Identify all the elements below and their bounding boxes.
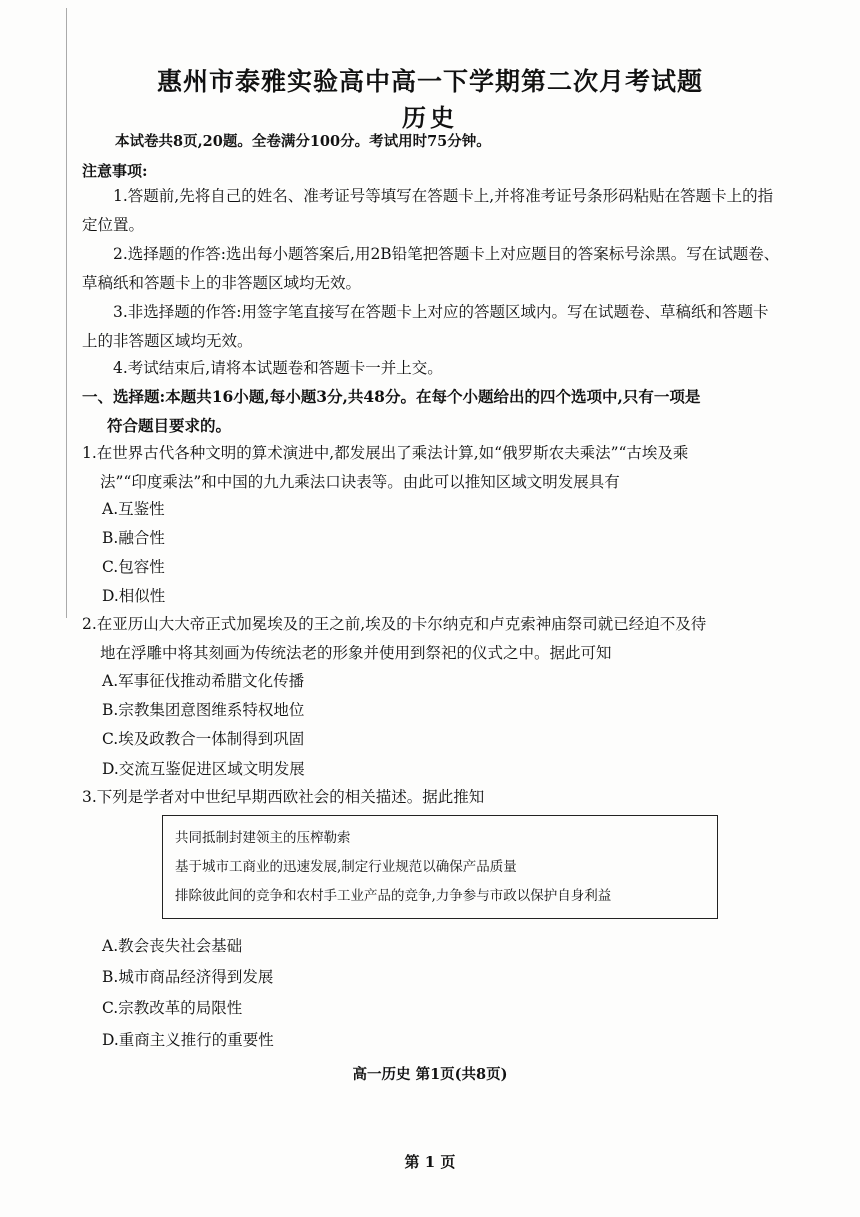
note-item-1: 1.答题前,先将自己的姓名、准考证号等填写在答题卡上,并将准考证号条形码粘贴在答题卡上的指定位置。	[82, 187, 774, 234]
question-1-option-a: A.互鉴性	[102, 500, 165, 518]
note-item-2: 2.选择题的作答:选出每小题答案后,用2B铅笔把答题卡上对应题目的答案标号涂黑。写在试题卷、草稿纸和答题卡上的非答题区域均无效。	[82, 245, 780, 292]
question-2-option-b: B.宗教集团意图维系特权地位	[102, 701, 305, 719]
question-3-option-c: C.宗教改革的局限性	[102, 999, 243, 1017]
question-1	[82, 439, 782, 497]
question-2-option-d: D.交流互鉴促进区域文明发展	[102, 760, 305, 778]
question-2-line-2: 地在浮雕中将其刻画为传统法老的形象并使用到祭祀的仪式之中。据此可知	[100, 644, 612, 662]
quote-line-1: 共同抵制封建领主的压榨勒索	[175, 830, 351, 846]
exam-info: 本试卷共8页,20题。全卷满分100分。考试用时75分钟。	[115, 133, 491, 150]
question-3-line-1: 3.下列是学者对中世纪早期西欧社会的相关描述。据此推知	[82, 788, 485, 806]
question-1-option-d: D.相似性	[102, 587, 166, 605]
section-heading	[82, 382, 782, 440]
exam-title: 惠州市泰雅实验高中高一下学期第二次月考试题	[156, 67, 703, 96]
question-2-line-1: 2.在亚历山大大帝正式加冕埃及的王之前,埃及的卡尔纳克和卢克索神庙祭司就已经迫不及待	[82, 615, 707, 633]
section-heading-line1: 一、选择题:本题共16小题,每小题3分,共48分。在每个小题给出的四个选项中,只有一项是	[82, 387, 701, 406]
notes-title: 注意事项:	[82, 162, 148, 180]
question-3-option-a: A.教会丧失社会基础	[102, 937, 243, 955]
quote-line-2: 基于城市工商业的迅速发展,制定行业规范以确保产品质量	[175, 859, 517, 875]
question-1-option-b: B.融合性	[102, 529, 165, 547]
question-1-line-1: 1.在世界古代各种文明的算术演进中,都发展出了乘法计算,如“俄罗斯农夫乘法”“古埃及乘	[82, 444, 689, 462]
question-2	[82, 610, 782, 668]
question-3	[82, 783, 782, 812]
question-3-option-b: B.城市商品经济得到发展	[102, 968, 274, 986]
page-number: 第 1 页	[404, 1153, 456, 1171]
question-1-option-c: C.包容性	[102, 558, 165, 576]
exam-subject: 历史	[402, 103, 458, 132]
page-footer: 高一历史 第1页(共8页)	[352, 1066, 508, 1083]
question-3-option-d: D.重商主义推行的重要性	[102, 1031, 274, 1049]
question-1-line-2: 法”“印度乘法”和中国的九九乘法口诀表等。由此可以推知区域文明发展具有	[100, 473, 620, 491]
note-item-4: 4.考试结束后,请将本试题卷和答题卡一并上交。	[113, 359, 443, 377]
note-item-3: 3.非选择题的作答:用签字笔直接写在答题卡上对应的答题区域内。写在试题卷、草稿纸和答题卡上的非答题区域均无效。	[82, 303, 769, 350]
quote-box	[162, 815, 718, 919]
question-2-option-a: A.军事征伐推动希腊文化传播	[102, 672, 305, 690]
question-2-option-c: C.埃及政教合一体制得到巩固	[102, 730, 305, 748]
quote-line-3: 排除彼此间的竞争和农村手工业产品的竞争,力争参与市政以保护自身利益	[175, 888, 612, 904]
section-heading-line2: 符合题目要求的。	[107, 416, 232, 435]
